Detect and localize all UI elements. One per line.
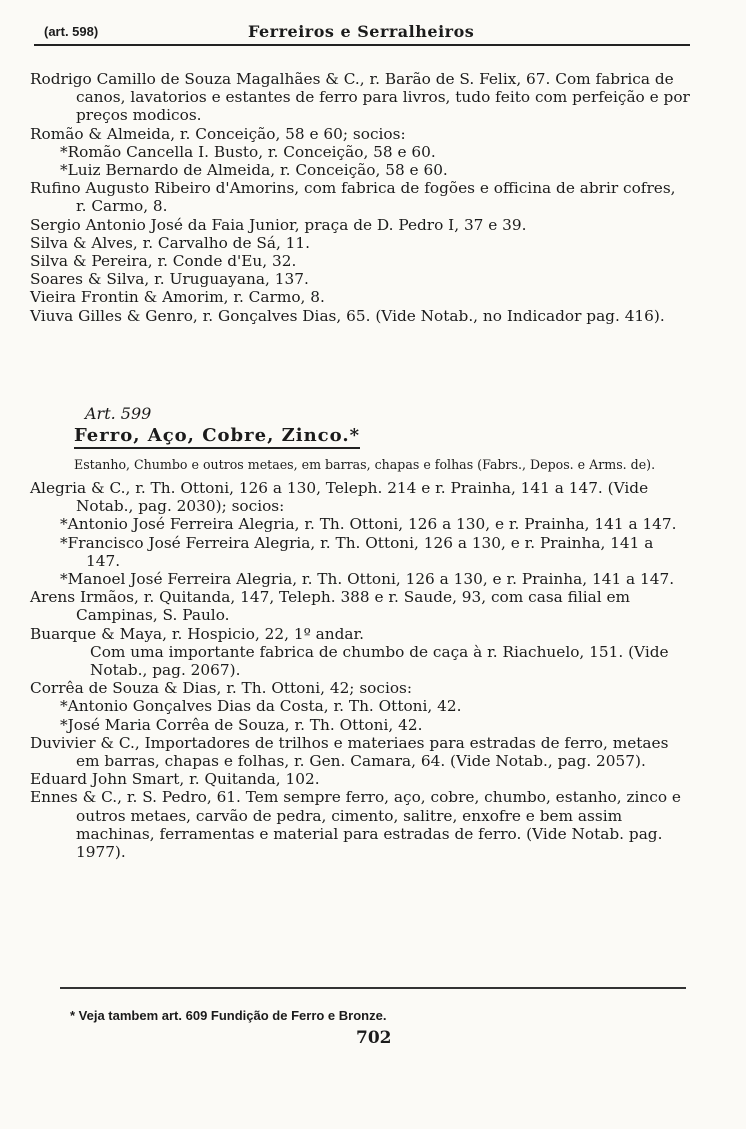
listing-entry: Sergio Antonio José da Faia Junior, praça de D. Pedro I, 37 e 39. [30, 215, 527, 234]
partner-entry: *Romão Cancella I. Busto, r. Conceição, 58 e 60. [60, 142, 436, 161]
listing-entry: Duvivier & C., Importadores de trilhos e materiaes para estradas de ferro, metaes em barras, chapas e folhas, r. Gen. Camara, 64. (Vide Notab., pag. 2057). [30, 733, 669, 771]
partner-entry: *Luiz Bernardo de Almeida, r. Conceição, 58 e 60. [60, 161, 448, 180]
listing-entry: Eduard John Smart, r. Quitanda, 102. [30, 770, 320, 789]
article-title: Ferro, Aço, Cobre, Zinco.* [74, 425, 360, 449]
article-599 [30, 404, 690, 861]
footnote-divider [60, 987, 686, 989]
article-label: Art. 599 [85, 404, 152, 423]
listing-entry: Ennes & C., r. S. Pedro, 61. Tem sempre ferro, aço, cobre, chumbo, estanho, zinco e outros metaes, carvão de pedra, cimento, salitre, enxofre e bem assim machinas, ferramentas e material para estradas de ferro. (Vide Notab. pag. 1977). [30, 788, 681, 862]
listing-entry: Arens Irmãos, r. Quitanda, 147, Teleph. 388 e r. Saude, 93, com casa filial em Campinas, S. Paulo. [30, 588, 631, 625]
listing-entry: Silva & Pereira, r. Conde d'Eu, 32. [30, 252, 297, 271]
listing-entry: Rodrigo Camillo de Souza Magalhães & C., r. Barão de S. Felix, 67. Com fabrica de canos, lavatorios e estantes de ferro para livros, tudo feito com perfeição e por preços modicos. [30, 70, 690, 125]
page-number: 702 [356, 1028, 392, 1048]
partner-entry: *Manoel José Ferreira Alegria, r. Th. Ottoni, 126 a 130, e r. Prainha, 141 a 147. [60, 570, 675, 589]
listing-entry: Alegria & C., r. Th. Ottoni, 126 a 130, Teleph. 214 e r. Prainha, 141 a 147. (Vide Notab., pag. 2030); socios: [30, 479, 649, 516]
header-title: Ferreiros e Serralheiros [248, 22, 475, 41]
listing-entry: Viuva Gilles & Genro, r. Gonçalves Dias, 65. (Vide Notab., no Indicador pag. 416). [30, 306, 665, 325]
listing-entry: Silva & Alves, r. Carvalho de Sá, 11. [30, 233, 311, 252]
partner-entry: *José Maria Corrêa de Souza, r. Th. Ottoni, 42. [60, 715, 423, 734]
previous-article-entries [30, 70, 690, 325]
partner-entry: *Antonio Gonçalves Dias da Costa, r. Th. Ottoni, 42. [60, 697, 462, 716]
listing-entry: Soares & Silva, r. Uruguayana, 137. [30, 270, 309, 289]
header-article-ref: (art. 598) [44, 24, 99, 39]
listing-note: Com uma importante fabrica de chumbo de caça à r. Riachuelo, 151. (Vide Notab., pag. 2067). [90, 642, 669, 680]
listing-entry: Rufino Augusto Ribeiro d'Amorins, com fabrica de fogões e officina de abrir cofres, r. Carmo, 8. [30, 179, 676, 216]
article-description: Estanho, Chumbo e outros metaes, em barras, chapas e folhas (Fabrs., Depos. e Arms. de). [74, 457, 656, 472]
listing-entry: Vieira Frontin & Amorim, r. Carmo, 8. [30, 288, 325, 307]
footnote: * Veja tambem art. 609 Fundição de Ferro e Bronze. [70, 1008, 387, 1023]
listing-entry: Corrêa de Souza & Dias, r. Th. Ottoni, 42; socios: [30, 679, 413, 698]
page-header [34, 22, 690, 46]
listing-entry: Romão & Almeida, r. Conceição, 58 e 60; socios: [30, 124, 406, 143]
partner-entry: *Antonio José Ferreira Alegria, r. Th. Ottoni, 126 a 130, e r. Prainha, 141 a 147. [60, 515, 677, 534]
partner-entry: *Francisco José Ferreira Alegria, r. Th. Ottoni, 126 a 130, e r. Prainha, 141 a 147. [60, 533, 654, 570]
listing-entry: Buarque & Maya, r. Hospicio, 22, 1º andar. [30, 624, 365, 643]
